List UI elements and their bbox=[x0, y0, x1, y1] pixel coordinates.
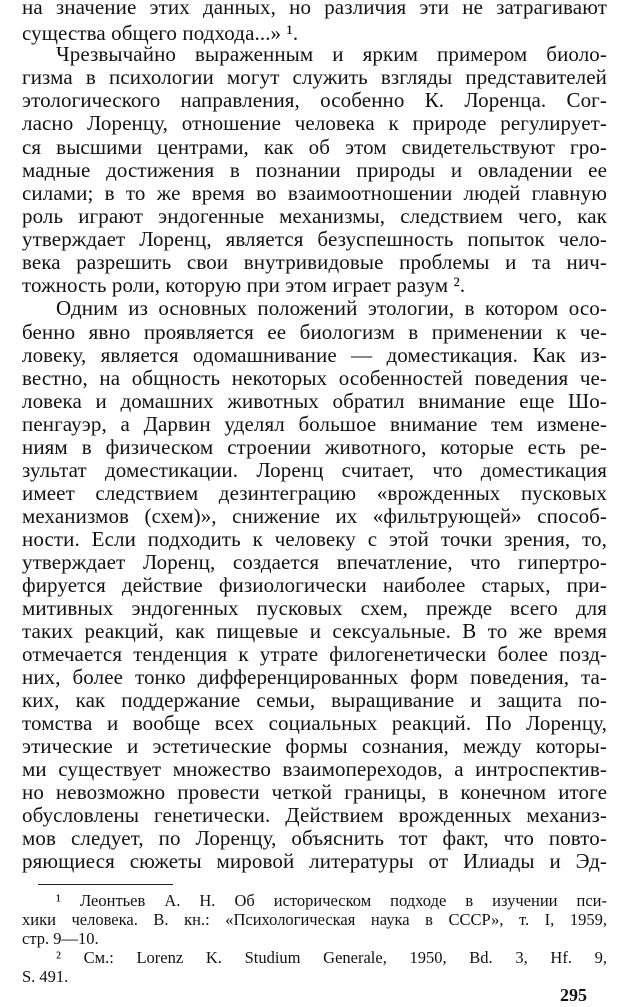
text-line: ловека и домашних животных обратил внимание еще Шо- bbox=[22, 389, 607, 413]
paragraph-start: Чрезвычайно выраженным и ярким примером биоло- bbox=[56, 42, 607, 66]
text-line: существа общего подхода...» ¹. bbox=[22, 21, 299, 45]
text-line: века разрешить свои внутривидовые проблемы и та нич- bbox=[22, 250, 607, 274]
text-line: ся высшими центрами, как об этом свидетельствуют гро- bbox=[22, 135, 607, 159]
text-line: отмечается тенденция к утрате филогенетически более позд- bbox=[22, 642, 607, 666]
text-line: вестно, на общность некоторых особенностей поведения че- bbox=[22, 366, 607, 390]
text-line: митивных эндогенных пусковых схем, прежде всего для bbox=[22, 596, 607, 620]
text-line: ласно Лоренцу, отношение человека к природе регулирует- bbox=[22, 111, 607, 135]
footnote-divider bbox=[38, 884, 173, 885]
text-line: томства и вообще всех социальных реакций. По Лоренцу, bbox=[22, 711, 607, 735]
text-line: зультат доместикации. Лоренц считает, что доместикация bbox=[22, 458, 607, 482]
text-line: бенно явно проявляется ее биологизм в применении к че- bbox=[22, 320, 607, 344]
text-line: этические и эстетические формы сознания, между которы- bbox=[22, 734, 607, 758]
text-line: мадные достижения в познании природы и овладении ее bbox=[22, 158, 607, 182]
text-line: фируется действие физиологически наиболее старых, при- bbox=[22, 573, 607, 597]
text-line: таких реакций, как пищевые и сексуальные. В то же время bbox=[22, 619, 607, 643]
text-line: тожность роли, которую при этом играет разум ². bbox=[22, 273, 466, 297]
paragraph-start: Одним из основных положений этологии, в котором осо- bbox=[56, 296, 607, 320]
text-line: ми существует множество взаимопереходов, а интроспектив- bbox=[22, 757, 607, 781]
text-line: ряющиеся сюжеты мировой литературы от Илиады и Эд- bbox=[22, 849, 607, 873]
footnote-line: хики человека. В. кн.: «Психологическая наука в СССР», т. I, 1959, bbox=[22, 910, 607, 929]
text-line: них, более тонко дифференцированных форм поведения, та- bbox=[22, 665, 607, 689]
text-line: роль играют эндогенные механизмы, следствием чего, как bbox=[22, 204, 607, 228]
text-line: но невозможно провести четкой границы, в конечном итоге bbox=[22, 780, 607, 804]
footnote-line: ² См.: Lorenz K. Studium Generale, 1950, Bd. 3, Hf. 9, bbox=[56, 948, 607, 967]
text-line: механизмов (схем)», снижение их «фильтрующей» способ- bbox=[22, 504, 607, 528]
text-line: ловеку, является одомашнивание — доместикация. Как из- bbox=[22, 343, 607, 367]
text-line: мов следует, по Лоренцу, объяснить тот факт, что повто- bbox=[22, 826, 607, 850]
footnote-line: S. 491. bbox=[22, 967, 69, 986]
text-line: этологического направления, особенно К. Лоренца. Сог- bbox=[22, 88, 607, 112]
page-number: 295 bbox=[560, 985, 587, 1005]
text-line: пенгауэр, а Дарвин уделял большое внимание тем измене- bbox=[22, 412, 607, 436]
text-line: утверждает Лоренц, является безуспешность попыток чело- bbox=[22, 227, 607, 251]
text-line: на значение этих данных, но различия эти не затрагивают bbox=[22, 0, 607, 19]
text-line: ниям в физическом строении животного, которые есть ре- bbox=[22, 435, 607, 459]
text-line: гизма в психологии могут служить взгляды представителей bbox=[22, 65, 607, 89]
text-line: утверждает Лоренц, создается впечатление, что гипертро- bbox=[22, 550, 607, 574]
text-line: имеет следствием дезинтеграцию «врожденных пусковых bbox=[22, 481, 607, 505]
text-line: ких, как поддержание семьи, выращивание и защита по- bbox=[22, 688, 607, 712]
text-line: силами; в то же время во взаимоотношении людей главную bbox=[22, 181, 607, 205]
footnote-line: стр. 9—10. bbox=[22, 929, 99, 948]
text-line: ности. Если подходить к человеку с этой точки зрения, то, bbox=[22, 527, 607, 551]
footnote-line: ¹ Леонтьев А. Н. Об историческом подходе в изучении пси- bbox=[56, 891, 607, 910]
text-line: обусловлены генетически. Действием врожденных механиз- bbox=[22, 803, 607, 827]
